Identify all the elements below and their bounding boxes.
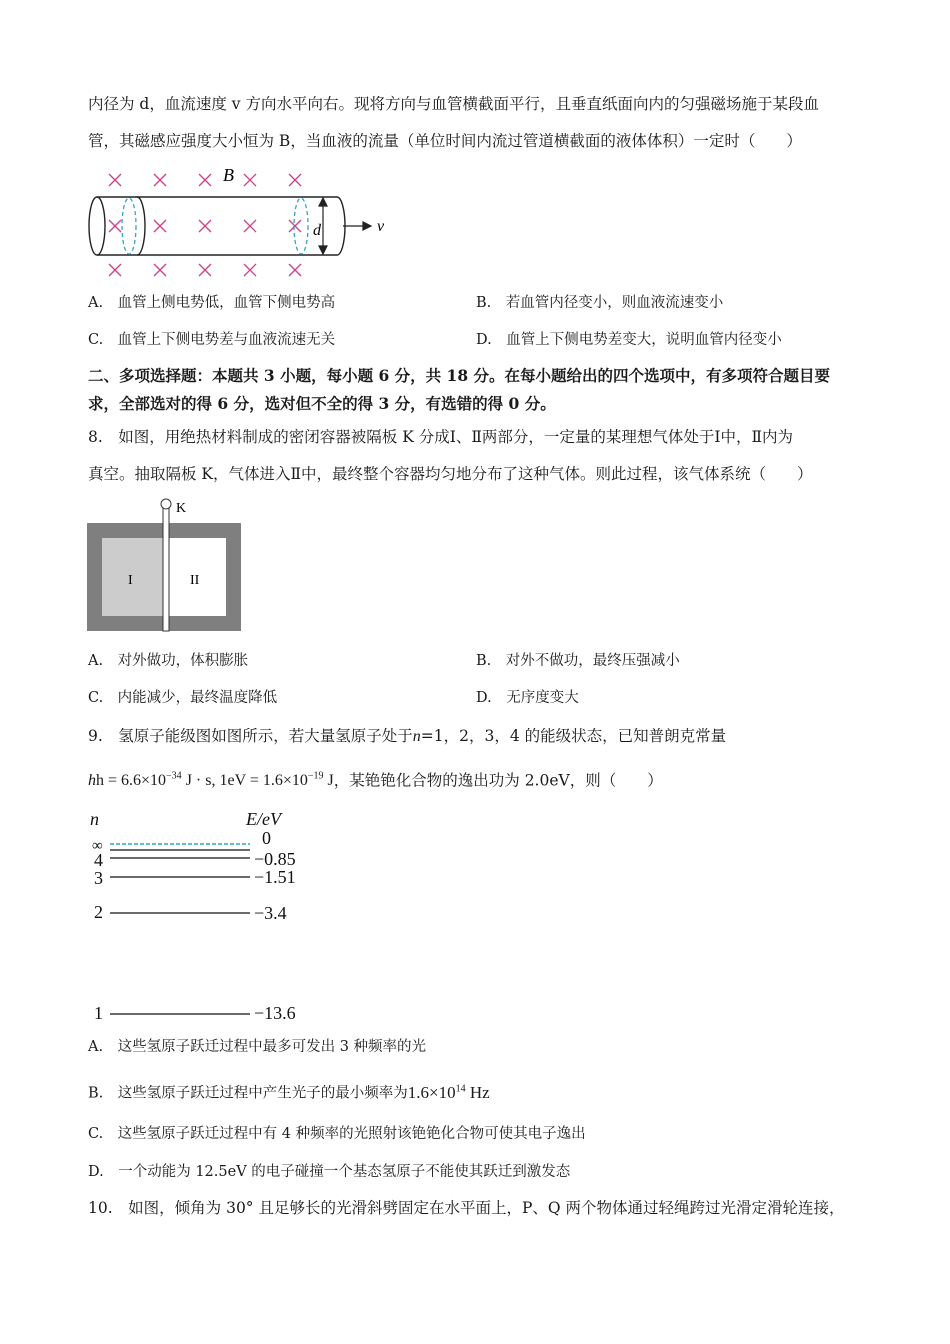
- level-n-3: 3: [94, 868, 103, 888]
- min-frequency: [408, 1083, 490, 1102]
- level-n-1: 1: [94, 1003, 103, 1023]
- planck-value: h = 6.6×10: [96, 772, 167, 790]
- planck-constant: hh = $6.6\times 10^{-34}$ J · s, $1eV = 1.6\times 10^{-19}$ J: [88, 771, 334, 790]
- q9-option-a: A. 这些氢原子跃迁过程中最多可发出 3 种频率的光: [88, 1039, 427, 1055]
- cross-mark: [109, 174, 121, 186]
- blood-vessel-figure: [85, 160, 405, 280]
- cross-mark: [289, 220, 301, 232]
- cross-mark: [154, 174, 166, 186]
- q7-option-c: C. 血管上下侧电势差与血液流速无关: [88, 332, 336, 348]
- level-e-3: −1.51: [254, 867, 296, 887]
- q9-n-symbol: n: [412, 728, 421, 745]
- q8-option-a: A. 对外做功，体积膨胀: [88, 653, 249, 669]
- axis-n-label: n: [90, 809, 99, 829]
- frequency-exponent: 14: [455, 1083, 466, 1094]
- cross-mark: [289, 264, 301, 276]
- q7-option-d: D. 血管上下侧电势差变大，说明血管内径变小: [476, 332, 782, 348]
- q9-work-function-text: ，某铯铯化合物的逸出功为 2.0eV，则（ ）: [333, 771, 663, 790]
- label-II: II: [190, 573, 200, 588]
- label-v: v: [377, 218, 385, 235]
- partition-handle: [161, 499, 171, 509]
- q9-option-b: [88, 1079, 490, 1104]
- cross-mark: [154, 220, 166, 232]
- label-K: K: [176, 501, 187, 516]
- cross-mark: [289, 174, 301, 186]
- q8-option-c: C. 内能减少，最终温度降低: [88, 690, 278, 706]
- q8-text-line1: 8. 如图，用绝热材料制成的密闭容器被隔板 K 分成Ⅰ、Ⅱ两部分，一定量的某理想气体处于Ⅰ中，Ⅱ内为: [88, 428, 794, 446]
- cross-mark: [199, 174, 211, 186]
- q9-text-line2: [88, 767, 663, 791]
- q7-option-a: A. 血管上侧电势低，血管下侧电势高: [88, 295, 336, 311]
- level-n-2: 2: [94, 902, 103, 922]
- cross-mark: [244, 220, 256, 232]
- level-e-2: −3.4: [254, 903, 287, 923]
- q8-text-line2: 真空。抽取隔板 K，气体进入Ⅱ中，最终整个容器均匀地分布了这种气体。则此过程，该气体系统（ ）: [88, 465, 813, 483]
- cross-mark: [199, 264, 211, 276]
- q9-text-b: =1，2，3，4 的能级状态，已知普朗克常量: [420, 727, 727, 745]
- vessel-tube: [89, 197, 345, 255]
- q9-text-line1: [88, 726, 726, 747]
- ev-conversion: J · s, 1eV = 1.6×10: [181, 772, 308, 790]
- cross-section-dashed: [122, 198, 308, 254]
- cross-mark: [109, 264, 121, 276]
- cross-mark: [109, 220, 121, 232]
- q9-option-c: C. 这些氢原子跃迁过程中有 4 种频率的光照射该铯铯化合物可使其电子逸出: [88, 1126, 586, 1142]
- cross-mark: [199, 220, 211, 232]
- level-n-inf: ∞: [92, 838, 103, 854]
- velocity-arrow: [343, 222, 371, 230]
- cross-mark: [154, 264, 166, 276]
- section2-heading-line2: 求，全部选对的得 6 分，选对但不全的得 3 分，有选错的得 0 分。: [88, 394, 556, 413]
- q9-option-d: D. 一个动能为 12.5eV 的电子碰撞一个基态氢原子不能使其跃迁到激发态: [88, 1164, 571, 1180]
- label-I: I: [128, 573, 133, 588]
- joule-unit: J: [323, 772, 334, 790]
- q10-text-line1: 10. 如图，倾角为 30° 且足够长的光滑斜劈固定在水平面上，P、Q 两个物体通过轻绳跨过光滑定滑轮连接，: [88, 1199, 845, 1217]
- q8-option-b: B. 对外不做功，最终压强减小: [476, 653, 680, 669]
- label-d: d: [313, 222, 321, 239]
- cross-mark: [244, 174, 256, 186]
- q9-text-a: 9. 氢原子能级图如图所示，若大量氢原子处于: [88, 727, 413, 745]
- cross-mark: [244, 264, 256, 276]
- section2-heading-line1: 二、多项选择题：本题共 3 小题，每小题 6 分，共 18 分。在每小题给出的四个选项中，有多项符合题目要: [88, 366, 831, 385]
- label-B: B: [223, 165, 234, 185]
- q7-text-line1: 内径为 d，血流速度 v 方向水平向右。现将方向与血管横截面平行，且垂直纸面向内的匀强磁场施于某段血: [88, 95, 819, 113]
- axis-E-label: E/eV: [246, 809, 281, 829]
- q7-option-b: B. 若血管内径变小，则血液流速变小: [476, 295, 724, 311]
- level-e-1: −13.6: [254, 1003, 296, 1023]
- planck-exponent: −34: [166, 771, 182, 782]
- container-figure: [86, 496, 246, 636]
- level-e-inf: 0: [262, 828, 271, 848]
- frequency-unit: Hz: [465, 1082, 490, 1102]
- frequency-value: 1.6×10: [407, 1082, 456, 1102]
- level-e-4: −0.85: [254, 849, 296, 869]
- magnetic-field-crosses: [109, 174, 301, 276]
- q7-text-line2: 管，其磁感应强度大小恒为 B，当血液的流量（单位时间内流过管道横截面的液体体积）一定时（ ）: [88, 132, 802, 150]
- ev-exponent: −19: [307, 771, 324, 782]
- q8-option-d: D. 无序度变大: [476, 690, 579, 706]
- q9-option-b-text: B. 这些氢原子跃迁过程中产生光子的最小频率为: [88, 1085, 408, 1102]
- level-n-4: 4: [94, 850, 103, 870]
- partition-K: [163, 506, 169, 631]
- energy-level-diagram: [86, 806, 326, 1028]
